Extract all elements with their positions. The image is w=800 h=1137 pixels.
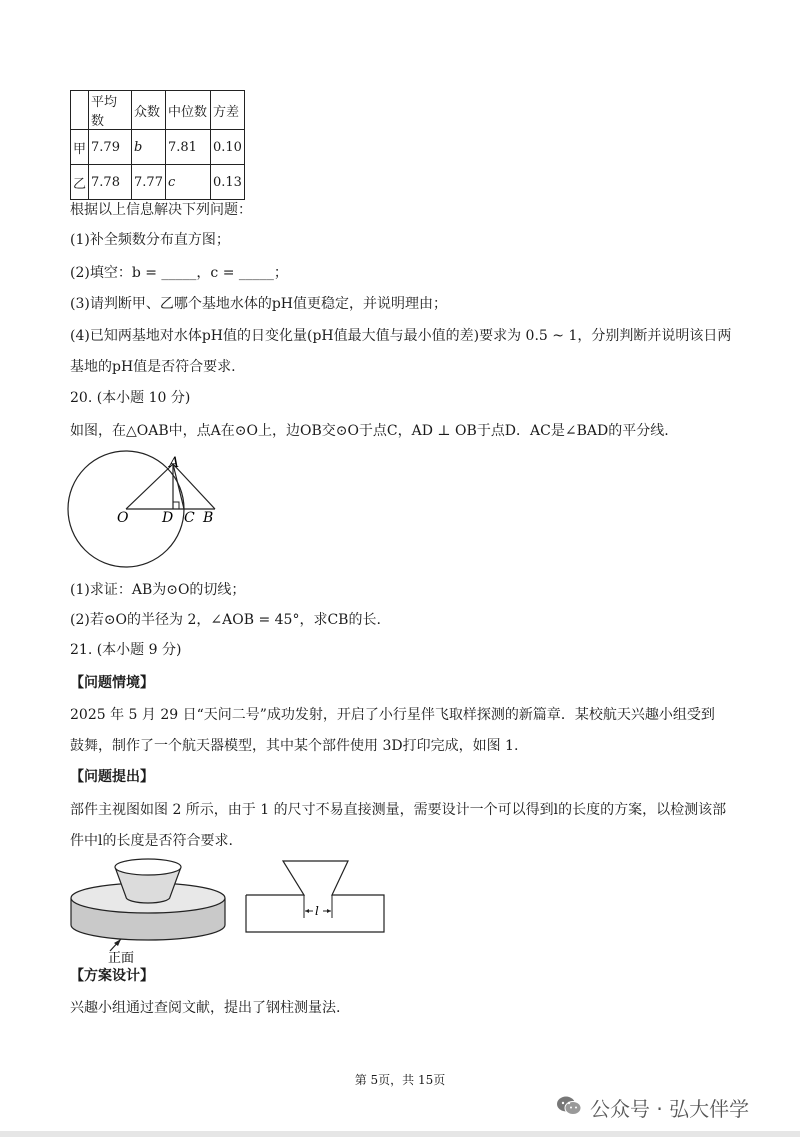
- q19-part4-line1: (4)已知两基地对水体pH值的日变化量(pH值最大值与最小值的差)要求为 0.5 ~ 1，分别判断并说明该日两: [70, 328, 732, 344]
- circle-geometry-figure: [65, 450, 230, 570]
- q19-part2: (2)填空：b = _____，c = _____；: [70, 265, 288, 281]
- q21-section-context: 【问题情境】: [70, 675, 154, 691]
- wechat-logo-icon: [556, 1094, 582, 1118]
- figure1-part-3d: [68, 855, 233, 965]
- table-header-row: [71, 91, 245, 130]
- q20-heading: 20. (本小题 10 分): [70, 390, 191, 406]
- table-row: [71, 130, 245, 165]
- point-label-b: B: [203, 510, 214, 526]
- q20-part2: (2)若⊙O的半径为 2，∠AOB = 45°，求CB的长.: [70, 612, 381, 628]
- cup-top: [115, 859, 181, 875]
- table-cell: 甲: [71, 130, 89, 165]
- table-cell: 7.78: [89, 165, 132, 200]
- table-cell-value: b: [134, 139, 143, 155]
- table-header-cell: 平均数: [89, 91, 132, 130]
- table-row: [71, 165, 245, 200]
- table-cell: [71, 91, 89, 130]
- q20-stem: 如图，在△OAB中，点A在⊙O上，边OB交⊙O于点C，AD ⊥ OB于点D．AC是∠BAD的平分线.: [70, 423, 669, 439]
- point-label-o: O: [117, 510, 129, 526]
- q21-context-line1: 2025 年 5 月 29 日“天问二号”成功发射，开启了小行星伴飞取样探测的新篇章．某校航天兴趣小组受到: [70, 707, 715, 723]
- q20-part1: (1)求证：AB为⊙O的切线；: [70, 582, 246, 598]
- page-footer: 第 5页，共 15页: [354, 1073, 446, 1087]
- table-cell: 7.81: [165, 130, 210, 165]
- watermark-text: 公众号 · 弘大伴学: [590, 1097, 750, 1121]
- q21-section-design: 【方案设计】: [70, 968, 154, 984]
- bottom-bar: [0, 1131, 800, 1137]
- right-angle-mark: [173, 502, 179, 509]
- dim-arrow-right: [327, 909, 331, 913]
- table-cell-value: c: [167, 174, 176, 190]
- front-view-outline: [246, 861, 384, 932]
- q21-section-problem: 【问题提出】: [70, 769, 154, 785]
- table-cell: 7.77: [132, 165, 166, 200]
- table-cell: 0.10: [210, 130, 244, 165]
- q19-part4-line2: 基地的pH值是否符合要求.: [70, 359, 236, 375]
- table-header-cell: 方差: [210, 91, 244, 130]
- q19-intro: 根据以上信息解决下列问题：: [70, 202, 252, 218]
- stats-table: [70, 90, 245, 200]
- q21-context-line2: 鼓舞，制作了一个航天器模型，其中某个部件使用 3D打印完成，如图 1.: [70, 738, 519, 754]
- table-header-cell: 众数: [132, 91, 166, 130]
- dim-arrow-left: [305, 909, 309, 913]
- table-cell: 乙: [71, 165, 89, 200]
- table-cell: 7.79: [89, 130, 132, 165]
- watermark: [556, 1090, 786, 1124]
- q21-problem-line1: 部件主视图如图 2 所示，由于 1 的尺寸不易直接测量，需要设计一个可以得到l的长度的方案，以检测该部: [70, 802, 727, 818]
- q21-problem-line2: 件中l的长度是否符合要求.: [70, 833, 233, 849]
- length-label-l: l: [315, 904, 319, 918]
- table-cell: [165, 165, 210, 200]
- q19-part1: (1)补全频数分布直方图；: [70, 232, 230, 248]
- q21-design-line: 兴趣小组通过查阅文献，提出了钢柱测量法.: [70, 1000, 341, 1016]
- front-label: 正面: [108, 951, 135, 965]
- table-cell: [132, 130, 166, 165]
- table-header-cell: 中位数: [165, 91, 210, 130]
- point-label-c: C: [184, 510, 195, 526]
- q21-heading: 21. (本小题 9 分): [70, 642, 182, 658]
- figure2-front-view: [244, 858, 389, 938]
- q19-part3: (3)请判断甲、乙哪个基地水体的pH值更稳定，并说明理由；: [70, 296, 448, 312]
- segment-oa: [126, 464, 173, 509]
- point-label-a: A: [169, 455, 180, 471]
- table-cell: 0.13: [210, 165, 244, 200]
- point-label-d: D: [162, 510, 174, 526]
